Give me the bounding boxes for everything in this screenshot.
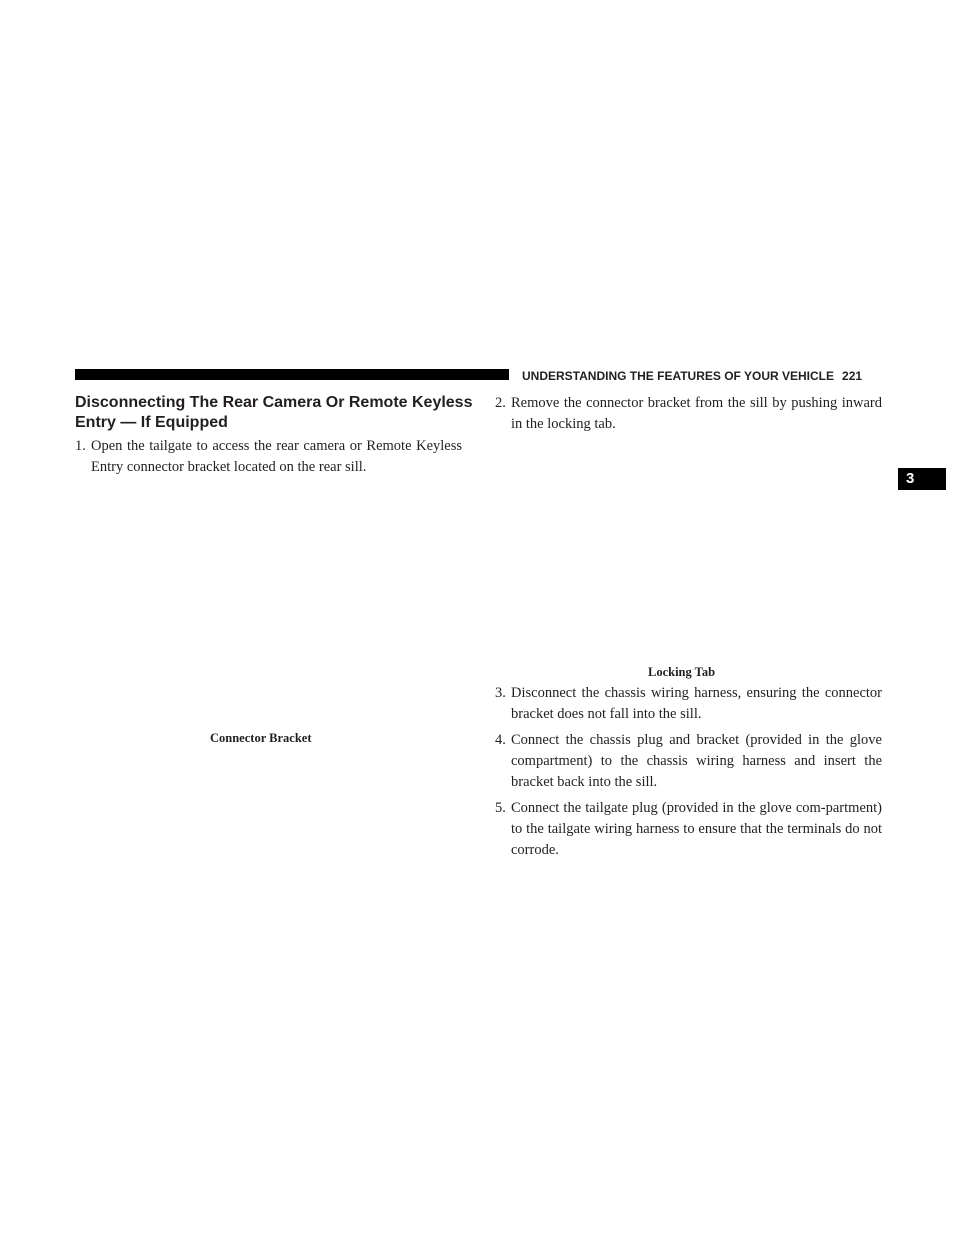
step-text: Connect the tailgate plug (provided in the glove com-partment) to the tailgate wiring harness to ensure that the terminals do not corrode. xyxy=(511,800,882,858)
step-text: Remove the connector bracket from the sill by pushing inward in the locking tab. xyxy=(511,395,882,432)
step-3 xyxy=(495,683,882,725)
page-number: 221 xyxy=(842,369,863,383)
section-title: Disconnecting The Rear Camera Or Remote Keyless Entry — If Equipped xyxy=(75,394,473,431)
step-number: 1. xyxy=(75,438,86,454)
step-4 xyxy=(495,730,882,793)
step-5 xyxy=(495,798,882,861)
step-number: 4. xyxy=(495,732,506,748)
step-text: Disconnect the chassis wiring harness, ensuring the connector bracket does not fall into the sill. xyxy=(511,685,882,722)
step-number: 2. xyxy=(495,395,506,411)
header-rule xyxy=(75,369,509,380)
step-text: Open the tailgate to access the rear camera or Remote Keyless Entry connector bracket located on the rear sill. xyxy=(91,438,462,475)
caption-connector-bracket: Connector Bracket xyxy=(210,731,312,745)
running-header xyxy=(522,369,862,383)
step-number: 5. xyxy=(495,800,506,816)
step-1 xyxy=(75,436,462,478)
caption-locking-tab: Locking Tab xyxy=(648,665,716,679)
chapter-tab: 3 xyxy=(898,468,946,490)
step-2 xyxy=(495,393,882,435)
header-title: UNDERSTANDING THE FEATURES OF YOUR VEHICLE xyxy=(522,369,835,383)
step-text: Connect the chassis plug and bracket (provided in the glove compartment) to the chassis wiring harness and insert the bracket back into the sill. xyxy=(511,732,882,790)
step-number: 3. xyxy=(495,685,506,701)
